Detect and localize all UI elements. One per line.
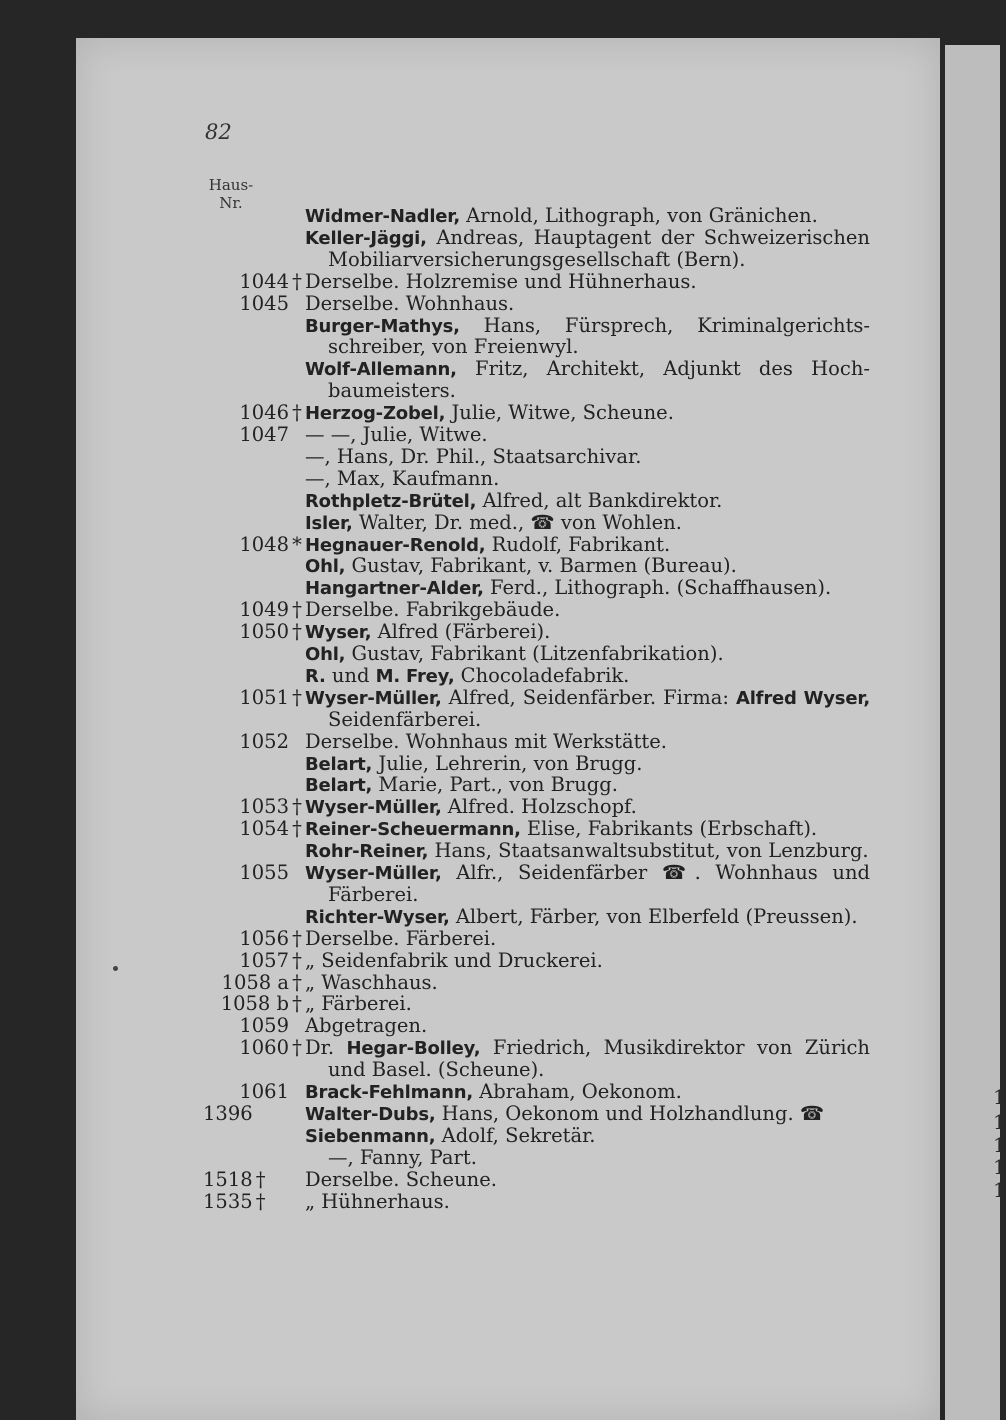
resident-name: Wyser-Müller,	[305, 863, 442, 884]
entry-detail: Derselbe. Holzremise und Hühnerhaus.	[305, 269, 697, 293]
entry-text	[305, 512, 682, 535]
entry-line	[0, 358, 1000, 380]
entry-line	[0, 1103, 1000, 1125]
entry-line	[0, 446, 1000, 468]
adjacent-page-mark: 1	[993, 1155, 1006, 1179]
house-number	[203, 1191, 269, 1213]
entry-text	[305, 643, 724, 666]
dagger-mark: †	[292, 620, 302, 644]
entry-detail: —, Max, Kaufmann.	[305, 466, 500, 490]
resident-name: Keller-Jäggi,	[305, 227, 427, 249]
entry-text	[305, 665, 629, 688]
resident-name: R.	[305, 665, 326, 687]
entry-detail: Fritz, Architekt, Adjunkt des Hoch-	[456, 357, 870, 381]
house-number	[239, 293, 305, 315]
entry-line	[0, 271, 1000, 293]
entry-line	[0, 336, 1000, 358]
entry-detail: Hans, Fürsprech, Kriminalgerichts-	[459, 313, 870, 337]
dagger-mark: †	[292, 401, 302, 425]
entry-text	[305, 227, 870, 250]
entry-text	[305, 928, 496, 950]
entry-detail: Gustav, Fabrikant, v. Barmen (Bureau).	[345, 554, 737, 578]
adjacent-page-mark: 1	[993, 1178, 1006, 1202]
resident-name: M. Frey,	[375, 665, 455, 687]
entry-detail: Alfr., Seidenfärber ☎. Wohnhaus und	[441, 861, 870, 884]
house-number-text: 1060	[239, 1036, 289, 1060]
entry-detail: Chocoladefabrik.	[454, 663, 630, 687]
entry-text	[305, 1037, 870, 1060]
entry-line	[0, 665, 1000, 687]
entry-text	[305, 796, 637, 819]
entry-text	[305, 315, 870, 338]
dagger-mark: †	[292, 685, 302, 709]
entry-text	[328, 884, 418, 906]
entry-line	[0, 796, 1000, 818]
house-number	[239, 599, 305, 621]
entry-detail: Derselbe. Färberei.	[305, 926, 497, 950]
entry-line	[0, 1037, 1000, 1059]
entry-text	[305, 358, 870, 381]
entry-text	[305, 687, 870, 710]
entry-text	[328, 709, 481, 731]
resident-name: Hangartner-Alder,	[305, 578, 484, 600]
resident-name: Walter-Dubs,	[305, 1103, 436, 1125]
entry-line	[0, 577, 1000, 599]
house-number	[239, 534, 305, 556]
house-number-text: 1047	[239, 423, 289, 446]
house-number	[221, 993, 305, 1015]
entry-detail: Adolf, Sekretär.	[435, 1123, 596, 1147]
ink-dot	[113, 966, 118, 971]
house-number	[239, 621, 305, 643]
house-number	[239, 1015, 305, 1037]
entry-line	[0, 621, 1000, 643]
house-number	[239, 818, 305, 840]
dagger-mark: †	[292, 598, 302, 622]
entry-detail: Hans, Oekonom und Holzhandlung. ☎	[435, 1101, 825, 1125]
house-number-text: 1396	[203, 1101, 253, 1125]
resident-name: Belart,	[305, 753, 373, 775]
entry-text	[305, 1015, 427, 1037]
entry-text	[305, 731, 667, 753]
resident-name: Wyser-Müller,	[305, 797, 442, 819]
entry-line	[0, 402, 1000, 424]
entry-text	[328, 336, 579, 358]
entry-detail: —, Hans, Dr. Phil., Staatsarchivar.	[305, 444, 642, 468]
page-number: 82	[205, 120, 232, 144]
entry-text	[305, 621, 550, 644]
entry-line	[0, 972, 1000, 994]
resident-name: Hegar-Bolley,	[346, 1038, 481, 1060]
entry-detail: Alfred (Färberei).	[371, 620, 551, 644]
entry-detail: Derselbe. Fabrikgebäude.	[305, 598, 561, 622]
entry-detail: baumeisters.	[328, 379, 456, 403]
house-number	[239, 862, 305, 884]
house-number-text: 1055	[239, 861, 289, 884]
dagger-mark: †	[255, 1167, 266, 1191]
entry-line	[0, 950, 1000, 972]
house-number	[239, 796, 305, 818]
entry-line	[0, 753, 1000, 775]
entry-detail: Alfred, Seidenfärber. Firma:	[441, 685, 736, 709]
entry-line	[0, 490, 1000, 512]
entry-line	[0, 928, 1000, 950]
entry-detail: Abraham, Oekonom.	[472, 1080, 682, 1103]
house-number-text: 1058 b	[220, 992, 289, 1016]
house-number	[239, 424, 305, 446]
resident-name: Brack-Fehlmann,	[305, 1082, 473, 1103]
entry-detail: „ Seidenfabrik und Druckerei.	[305, 948, 603, 972]
entry-detail: und	[325, 663, 376, 687]
entry-line	[0, 468, 1000, 490]
entry-text	[305, 1081, 682, 1104]
entry-detail: Andreas, Hauptagent der Schweizerischen	[426, 225, 870, 249]
entry-line	[0, 906, 1000, 928]
entry-line	[0, 1169, 1000, 1191]
house-number	[239, 731, 305, 753]
entry-line	[0, 424, 1000, 446]
entry-detail: Färberei.	[328, 882, 419, 906]
resident-name: Herzog-Zobel,	[305, 403, 446, 425]
entry-detail: Julie, Witwe, Scheune.	[445, 401, 674, 425]
house-number-text: 1050	[239, 620, 289, 644]
house-number-text: 1048	[239, 532, 289, 556]
house-number	[203, 1169, 269, 1191]
house-number-text: 1052	[239, 729, 289, 753]
entry-text	[305, 1191, 450, 1213]
entry-line	[0, 380, 1000, 402]
resident-name: Wolf-Allemann,	[305, 359, 457, 381]
column-header-line: Nr.	[219, 194, 243, 212]
resident-name: Wyser,	[305, 622, 372, 644]
entry-detail: Marie, Part., von Brugg.	[372, 773, 618, 797]
resident-name: Rothpletz-Brütel,	[305, 490, 477, 512]
entry-detail: Dr.	[305, 1036, 347, 1060]
entry-detail: Derselbe. Wohnhaus mit Werkstätte.	[305, 729, 667, 753]
entry-detail: Seidenfärberei.	[328, 707, 482, 731]
entry-text	[305, 293, 514, 315]
entry-text	[305, 446, 641, 468]
entry-line	[0, 1191, 1000, 1213]
house-number	[239, 402, 305, 424]
entry-detail: Friedrich, Musikdirektor von Zürich	[480, 1036, 870, 1060]
entry-line	[0, 1015, 1000, 1037]
house-number-text: 1535	[203, 1189, 253, 1213]
entry-detail: und Basel. (Scheune).	[328, 1058, 545, 1082]
entry-text	[305, 1169, 497, 1191]
resident-name: Richter-Wyser,	[305, 906, 450, 928]
entry-line	[0, 993, 1000, 1015]
entry-text	[305, 490, 722, 513]
dagger-mark: †	[292, 992, 302, 1016]
house-number	[239, 1037, 305, 1059]
entry-text	[305, 1103, 824, 1126]
entry-detail: Arnold, Lithograph, von Gränichen.	[459, 204, 818, 227]
resident-name: Siebenmann,	[305, 1125, 436, 1147]
entry-line	[0, 774, 1000, 796]
house-number-text: 1518	[203, 1167, 253, 1191]
house-number-text: 1049	[239, 598, 289, 622]
dagger-mark: †	[292, 817, 302, 841]
entry-line	[0, 1081, 1000, 1103]
resident-name: Wyser-Müller,	[305, 687, 442, 709]
house-number-text: 1053	[239, 795, 289, 819]
dagger-mark: †	[292, 269, 302, 293]
entry-line	[0, 1059, 1000, 1081]
entry-detail: Walter, Dr. med., ☎ von Wohlen.	[352, 510, 682, 534]
asterisk-mark: *	[292, 532, 302, 556]
adjacent-page-mark: 1	[993, 1085, 1006, 1109]
entry-text	[305, 599, 560, 621]
resident-name: Reiner-Scheuermann,	[305, 819, 521, 841]
entry-text	[328, 380, 456, 402]
entry-line	[0, 205, 1000, 227]
entry-text	[328, 1147, 477, 1169]
resident-name: Hegnauer-Renold,	[305, 534, 486, 556]
dagger-mark: †	[292, 1036, 302, 1060]
entry-text	[305, 972, 438, 994]
entry-line	[0, 249, 1000, 271]
entry-line	[0, 687, 1000, 709]
house-number-text: 1061	[239, 1080, 289, 1103]
entry-text	[305, 774, 618, 797]
house-number	[239, 950, 305, 972]
entry-text	[305, 906, 858, 929]
entry-detail: „ Färberei.	[305, 992, 412, 1016]
entry-detail: —, Fanny, Part.	[328, 1145, 477, 1169]
dagger-mark: †	[292, 926, 302, 950]
entry-detail: Hans, Staatsanwaltsubstitut, von Lenzburg.	[428, 839, 869, 863]
entry-detail: Mobiliarversicherungsgesellschaft (Bern).	[328, 247, 746, 271]
entry-text	[328, 1059, 544, 1081]
house-number	[222, 972, 305, 994]
column-header-line: Haus-	[208, 176, 254, 194]
entry-text	[305, 271, 697, 293]
entry-text	[305, 753, 642, 776]
entry-line	[0, 862, 1000, 884]
entry-text	[305, 468, 499, 490]
entry-detail: Abgetragen.	[305, 1014, 428, 1038]
entry-line	[0, 227, 1000, 249]
entry-text	[305, 862, 870, 885]
resident-name: Alfred Wyser,	[735, 687, 870, 709]
entry-line	[0, 643, 1000, 665]
entry-detail: Rudolf, Fabrikant.	[485, 532, 671, 556]
adjacent-page-mark: 1	[993, 1110, 1006, 1134]
entry-line	[0, 840, 1000, 862]
resident-name: Widmer-Nadler,	[305, 206, 460, 227]
dagger-mark: †	[292, 948, 302, 972]
entry-text	[305, 1125, 596, 1148]
house-number	[239, 1081, 305, 1103]
entry-detail: Elise, Fabrikants (Erbschaft).	[520, 817, 818, 841]
house-number	[239, 271, 305, 293]
entry-text	[305, 205, 818, 228]
entry-detail: Albert, Färber, von Elberfeld (Preussen).	[449, 904, 858, 928]
house-number-text: 1056	[239, 926, 289, 950]
entry-text	[305, 577, 831, 600]
entry-detail: Derselbe. Wohnhaus.	[305, 291, 515, 315]
entry-detail: „ Hühnerhaus.	[305, 1189, 450, 1213]
entry-line	[0, 884, 1000, 906]
house-number-text: 1046	[239, 401, 289, 425]
entry-detail: „ Waschhaus.	[305, 970, 438, 994]
entry-text	[305, 950, 603, 972]
resident-name: Ohl,	[305, 556, 346, 578]
entry-text	[305, 840, 869, 863]
house-number-text: 1044	[239, 269, 289, 293]
house-number-text: 1059	[239, 1014, 289, 1038]
entry-line	[0, 315, 1000, 337]
resident-name: Burger-Mathys,	[305, 315, 460, 337]
entry-line	[0, 534, 1000, 556]
entry-line	[0, 1147, 1000, 1169]
entry-line	[0, 1125, 1000, 1147]
entry-text	[328, 249, 746, 271]
entry-line	[0, 818, 1000, 840]
entry-detail: schreiber, von Freienwyl.	[328, 335, 579, 359]
entry-detail: Ferd., Lithograph. (Schaffhausen).	[483, 576, 832, 600]
entry-detail: Julie, Lehrerin, von Brugg.	[372, 751, 643, 775]
entry-detail: Derselbe. Scheune.	[305, 1167, 497, 1191]
entry-line	[0, 599, 1000, 621]
house-number-text: 1057	[239, 948, 289, 972]
entry-detail: Alfred, alt Bankdirektor.	[476, 488, 723, 512]
house-number	[239, 928, 305, 950]
house-number	[239, 687, 305, 709]
house-number-text: 1058 a	[221, 970, 289, 994]
house-number-text: 1054	[239, 817, 289, 841]
entry-text	[305, 818, 817, 841]
entry-line	[0, 731, 1000, 753]
entry-text	[305, 555, 737, 578]
entry-line	[0, 555, 1000, 577]
entry-text	[305, 993, 412, 1015]
entry-detail: Alfred. Holzschopf.	[441, 795, 637, 819]
dagger-mark: †	[255, 1189, 266, 1213]
entry-detail: Gustav, Fabrikant (Litzenfabrikation).	[345, 642, 724, 665]
house-number	[203, 1103, 269, 1125]
resident-name: Rohr-Reiner,	[305, 841, 429, 863]
house-number-text: 1045	[239, 291, 289, 315]
entry-text	[305, 424, 488, 446]
resident-name: Ohl,	[305, 644, 346, 665]
entry-line	[0, 293, 1000, 315]
dagger-mark: †	[292, 795, 302, 819]
entry-line	[0, 709, 1000, 731]
dagger-mark: †	[292, 970, 302, 994]
resident-name: Belart,	[305, 775, 373, 797]
entry-line	[0, 512, 1000, 534]
house-number-text: 1051	[239, 685, 289, 709]
entry-detail: — —, Julie, Witwe.	[305, 423, 488, 446]
resident-name: Isler,	[305, 512, 353, 534]
adjacent-page-mark: 1	[993, 1133, 1006, 1157]
entry-text	[305, 534, 670, 557]
entry-text	[305, 402, 674, 425]
